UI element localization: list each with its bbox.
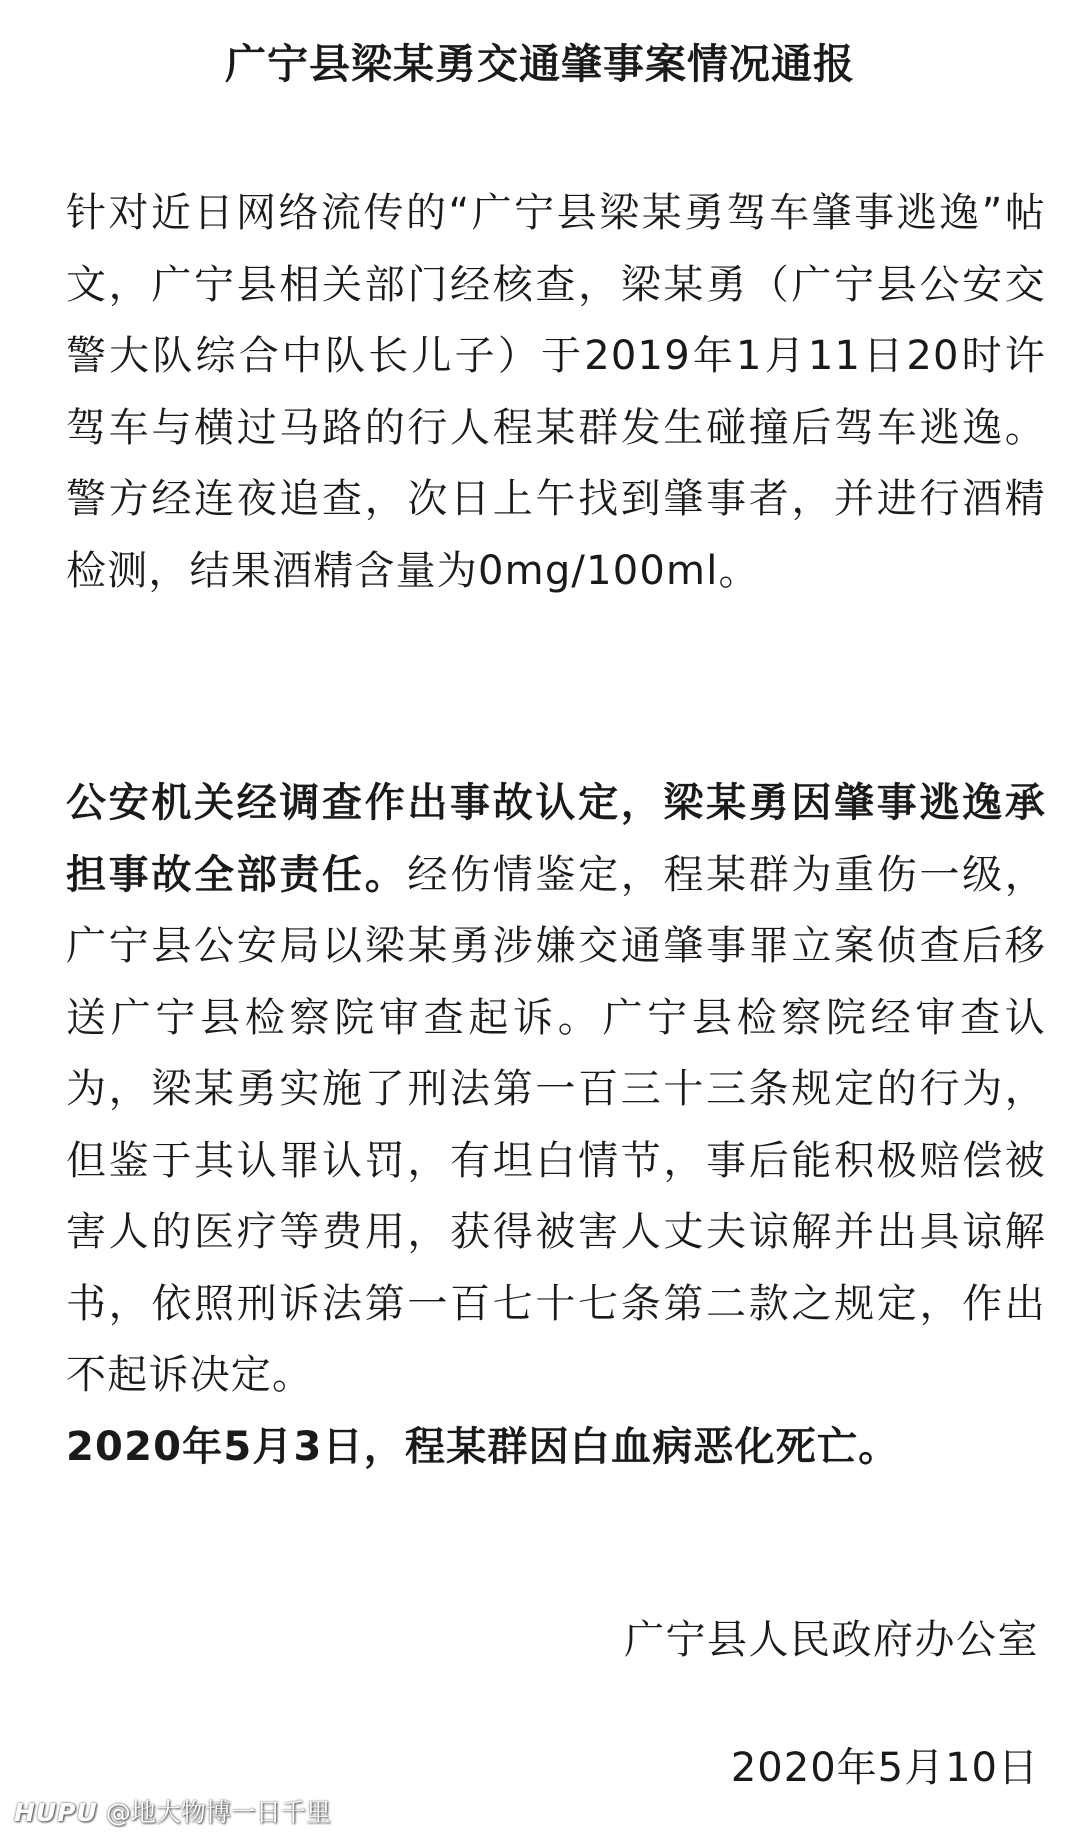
accident-determination-text: 公安机关经调查作出事故认定，梁某勇因肇事逃逸承担事故全部责任。 <box>66 780 1046 898</box>
prosecution-details-text: 经伤情鉴定，程某群为重伤一级，广宁县公安局以梁某勇涉嫌交通肇事罪立案侦查后移送广宁县检察院审查起诉。广宁县检察院经审查认为，梁某勇实施了刑法第一百三十三条规定的行为，但鉴于其认罪认罚，有坦白情节，事后能积极赔偿被害人的医疗等费用，获得被害人丈夫谅解并出具谅解书，依照刑诉法第一百七十七条第二款之规定，作出不起诉决定。 <box>66 851 1047 1398</box>
watermark <box>14 1796 331 1830</box>
death-notice-text: 2020年5月3日，程某群因白血病恶化死亡。 <box>66 1423 900 1470</box>
document-title: 广宁县梁某勇交通肇事案情况通报 <box>225 40 855 88</box>
paragraph-background: 针对近日网络流传的“广宁县梁某勇驾车肇事逃逸”帖文，广宁县相关部门经核查，梁某勇（广宁县公安交警大队综合中队长儿子）于2019年1月11日20时许驾车与横过马路的行人程某群发生碰撞后驾车逃逸。警方经连夜追查，次日上午找到肇事者，并进行酒精检测，结果酒精含量为0mg/100ml。 <box>66 190 1046 594</box>
watermark-handle: @地大物博一日千里 <box>105 1798 331 1827</box>
paragraph-investigation <box>66 768 1046 1483</box>
watermark-brand: HUPU <box>14 1798 98 1827</box>
issuer-signature: 广宁县人民政府办公室 <box>624 1617 1039 1663</box>
issue-date: 2020年5月10日 <box>730 1745 1039 1791</box>
